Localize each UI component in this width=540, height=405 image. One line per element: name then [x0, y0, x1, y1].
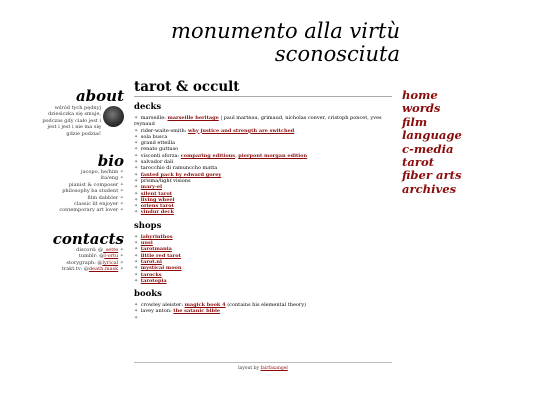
decks-list [134, 115, 392, 216]
item-text: rider-waite-smith: [140, 127, 188, 134]
bio-text: contemporary art lover [59, 207, 119, 214]
star-icon: ✦ [119, 253, 124, 260]
item-text: | paul marteau, grimaud, nicholas conver, cristoph poncet, yves reynaud [134, 115, 382, 128]
bio-text: jacopo, he/him [81, 169, 119, 176]
star-icon: ✦ [134, 265, 140, 272]
star-icon: ✦ [134, 171, 140, 178]
bio-text: philosophy ba student [62, 188, 119, 195]
star-icon: ✦ [134, 258, 140, 265]
bio-text: ita/eng [100, 175, 119, 182]
shop-link[interactable]: little red tarot [140, 252, 181, 259]
bio-text: pianist & composer [68, 181, 119, 188]
about-heading: about [75, 87, 124, 105]
shop-link[interactable]: labyrinthos [140, 233, 173, 240]
decks-heading: decks [134, 102, 162, 112]
star-icon: ✦ [134, 252, 140, 259]
shops-heading: shops [134, 220, 162, 231]
about-line: podczas gdy ciało jest i [42, 117, 101, 124]
item-text: prisma/light visions [140, 177, 191, 184]
bio-line [30, 207, 124, 213]
nav-link-home[interactable]: home [402, 88, 438, 102]
contact-link-storygraph[interactable]: lyrical [102, 259, 119, 266]
item-link[interactable]: mary-el [140, 184, 163, 191]
item-text: lavey anton: [140, 308, 174, 315]
contacts-heading: contacts [52, 229, 124, 248]
star-icon: ✦ [134, 209, 140, 216]
star-icon: ✦ [134, 314, 139, 321]
item-link[interactable]: fanted pack by edward gorey [140, 171, 222, 178]
site-nav [402, 89, 462, 196]
star-icon: ✦ [134, 203, 140, 210]
item-link[interactable]: silent tarot [140, 190, 173, 197]
contact-label: trakt.tv: @ [61, 266, 89, 273]
contact-link-tumblr[interactable]: l-ortu [104, 253, 119, 260]
star-icon: ✦ [119, 194, 124, 201]
star-icon: ✦ [119, 266, 124, 273]
star-icon: ✦ [134, 152, 140, 159]
nav-link-film[interactable]: film [402, 114, 428, 129]
item-text: grand etteilla [140, 140, 176, 147]
star-icon: ✦ [134, 190, 140, 197]
star-icon: ✦ [119, 246, 124, 253]
item-link[interactable]: oriens tarot [140, 203, 174, 210]
star-icon: ✦ [134, 177, 140, 184]
item-link[interactable]: marseille heritage [167, 115, 219, 121]
about-block [30, 105, 124, 137]
bio-text: film dabbler [87, 194, 119, 201]
star-icon: ✦ [134, 240, 140, 247]
item-link[interactable]: vindur deck [140, 209, 174, 216]
star-icon: ✦ [134, 133, 140, 140]
item-text: sola busca [140, 133, 168, 140]
shop-item [134, 278, 392, 284]
contact-label: tumblr: @ [78, 253, 105, 260]
star-icon: ✦ [119, 201, 124, 208]
left-sidebar [30, 89, 124, 273]
star-icon: ✦ [134, 233, 140, 240]
item-link[interactable]: comparing editions [180, 152, 236, 159]
item-link[interactable]: the satanic bible [173, 308, 221, 315]
item-text: , [235, 152, 239, 159]
deck-item [134, 209, 392, 215]
shop-link[interactable]: tarot.nl [140, 258, 162, 265]
footer-divider [134, 362, 392, 363]
contacts-list [30, 247, 124, 273]
site-title-line2: sconosciuta [274, 42, 400, 66]
star-icon: ✦ [134, 196, 140, 203]
star-icon: ✦ [134, 271, 140, 278]
bio-heading: bio [97, 152, 124, 171]
contact-label: discord: @ [76, 246, 104, 253]
contact-item [30, 266, 124, 272]
item-text: (contains his elemental theory) [225, 302, 307, 309]
nav-link-language[interactable]: language [402, 128, 462, 143]
nav-link-archives[interactable]: archives [402, 181, 457, 196]
star-icon: ✦ [119, 169, 124, 176]
item-text: visconti sforza: [140, 152, 181, 159]
contact-label: storygraph: @ [66, 259, 103, 266]
nav-link-c-media[interactable]: c-media [402, 141, 454, 156]
site-title [160, 20, 400, 66]
contact-link-trakt[interactable]: death.mask [88, 266, 119, 273]
bio-list [30, 169, 124, 214]
shop-link[interactable]: uusi [140, 240, 153, 247]
star-icon: ✦ [134, 165, 140, 172]
star-icon: ✦ [119, 207, 124, 214]
shop-link[interactable]: tarotopia [140, 277, 167, 284]
item-text: crowley aleister: [140, 302, 185, 309]
star-icon: ✦ [119, 188, 124, 195]
item-link[interactable]: magick book 4 [184, 302, 226, 309]
star-icon: ✦ [134, 140, 140, 147]
shops-list [134, 234, 392, 284]
footer-text: layout by [238, 366, 261, 371]
books-list [134, 302, 392, 321]
item-link[interactable]: living wheel [140, 196, 175, 203]
shop-link[interactable]: mystical moon [140, 265, 182, 272]
star-icon: ✦ [134, 246, 140, 253]
item-link[interactable]: pierpont morgan edition [238, 152, 308, 159]
star-icon: ✦ [134, 184, 140, 191]
star-icon: ✦ [134, 277, 140, 284]
star-icon: ✦ [119, 175, 124, 182]
footer-credit-link[interactable]: fairfaxangel [260, 366, 288, 371]
star-icon: ✦ [134, 127, 140, 134]
item-text: salvador dali [140, 159, 174, 166]
shop-link[interactable]: tarotmania [140, 246, 172, 253]
page-title: tarot & occult [134, 80, 392, 97]
site-title-line1: monumento alla virtù [171, 19, 400, 43]
item-text: marseille: [140, 115, 168, 121]
bio-text: classic lit enjoyer [73, 201, 119, 208]
book-item [134, 315, 392, 321]
books-heading: books [134, 289, 162, 300]
main-content [134, 80, 392, 321]
avatar [103, 106, 124, 127]
item-text: renato guttuso [140, 146, 179, 153]
about-line: jest i jest i nie ma się [47, 124, 101, 131]
nav-link-words[interactable]: words [402, 101, 441, 116]
star-icon: ✦ [119, 181, 124, 188]
nav-link-fiber-arts[interactable]: fiber arts [402, 168, 462, 183]
star-icon: ✦ [119, 259, 124, 266]
star-icon: ✦ [134, 159, 140, 166]
item-link[interactable]: why justice and strength are switched [187, 127, 295, 134]
item-text: tarocchio di ramunccho matta [140, 165, 218, 172]
star-icon: ✦ [134, 302, 140, 309]
star-icon: ✦ [134, 308, 140, 315]
deck-item [134, 115, 392, 128]
about-line: gdzie podziać [66, 130, 101, 137]
nav-link-tarot[interactable]: tarot [402, 155, 435, 170]
footer [134, 366, 392, 371]
star-icon: ✦ [134, 115, 140, 121]
about-line: dziesiczka się smuje, [48, 111, 101, 118]
star-icon: ✦ [134, 146, 140, 153]
shop-link[interactable]: tarocks [140, 271, 162, 278]
contact-link-discord[interactable]: _sette [103, 246, 119, 253]
about-line: wśród tych pędnyj [54, 105, 101, 111]
